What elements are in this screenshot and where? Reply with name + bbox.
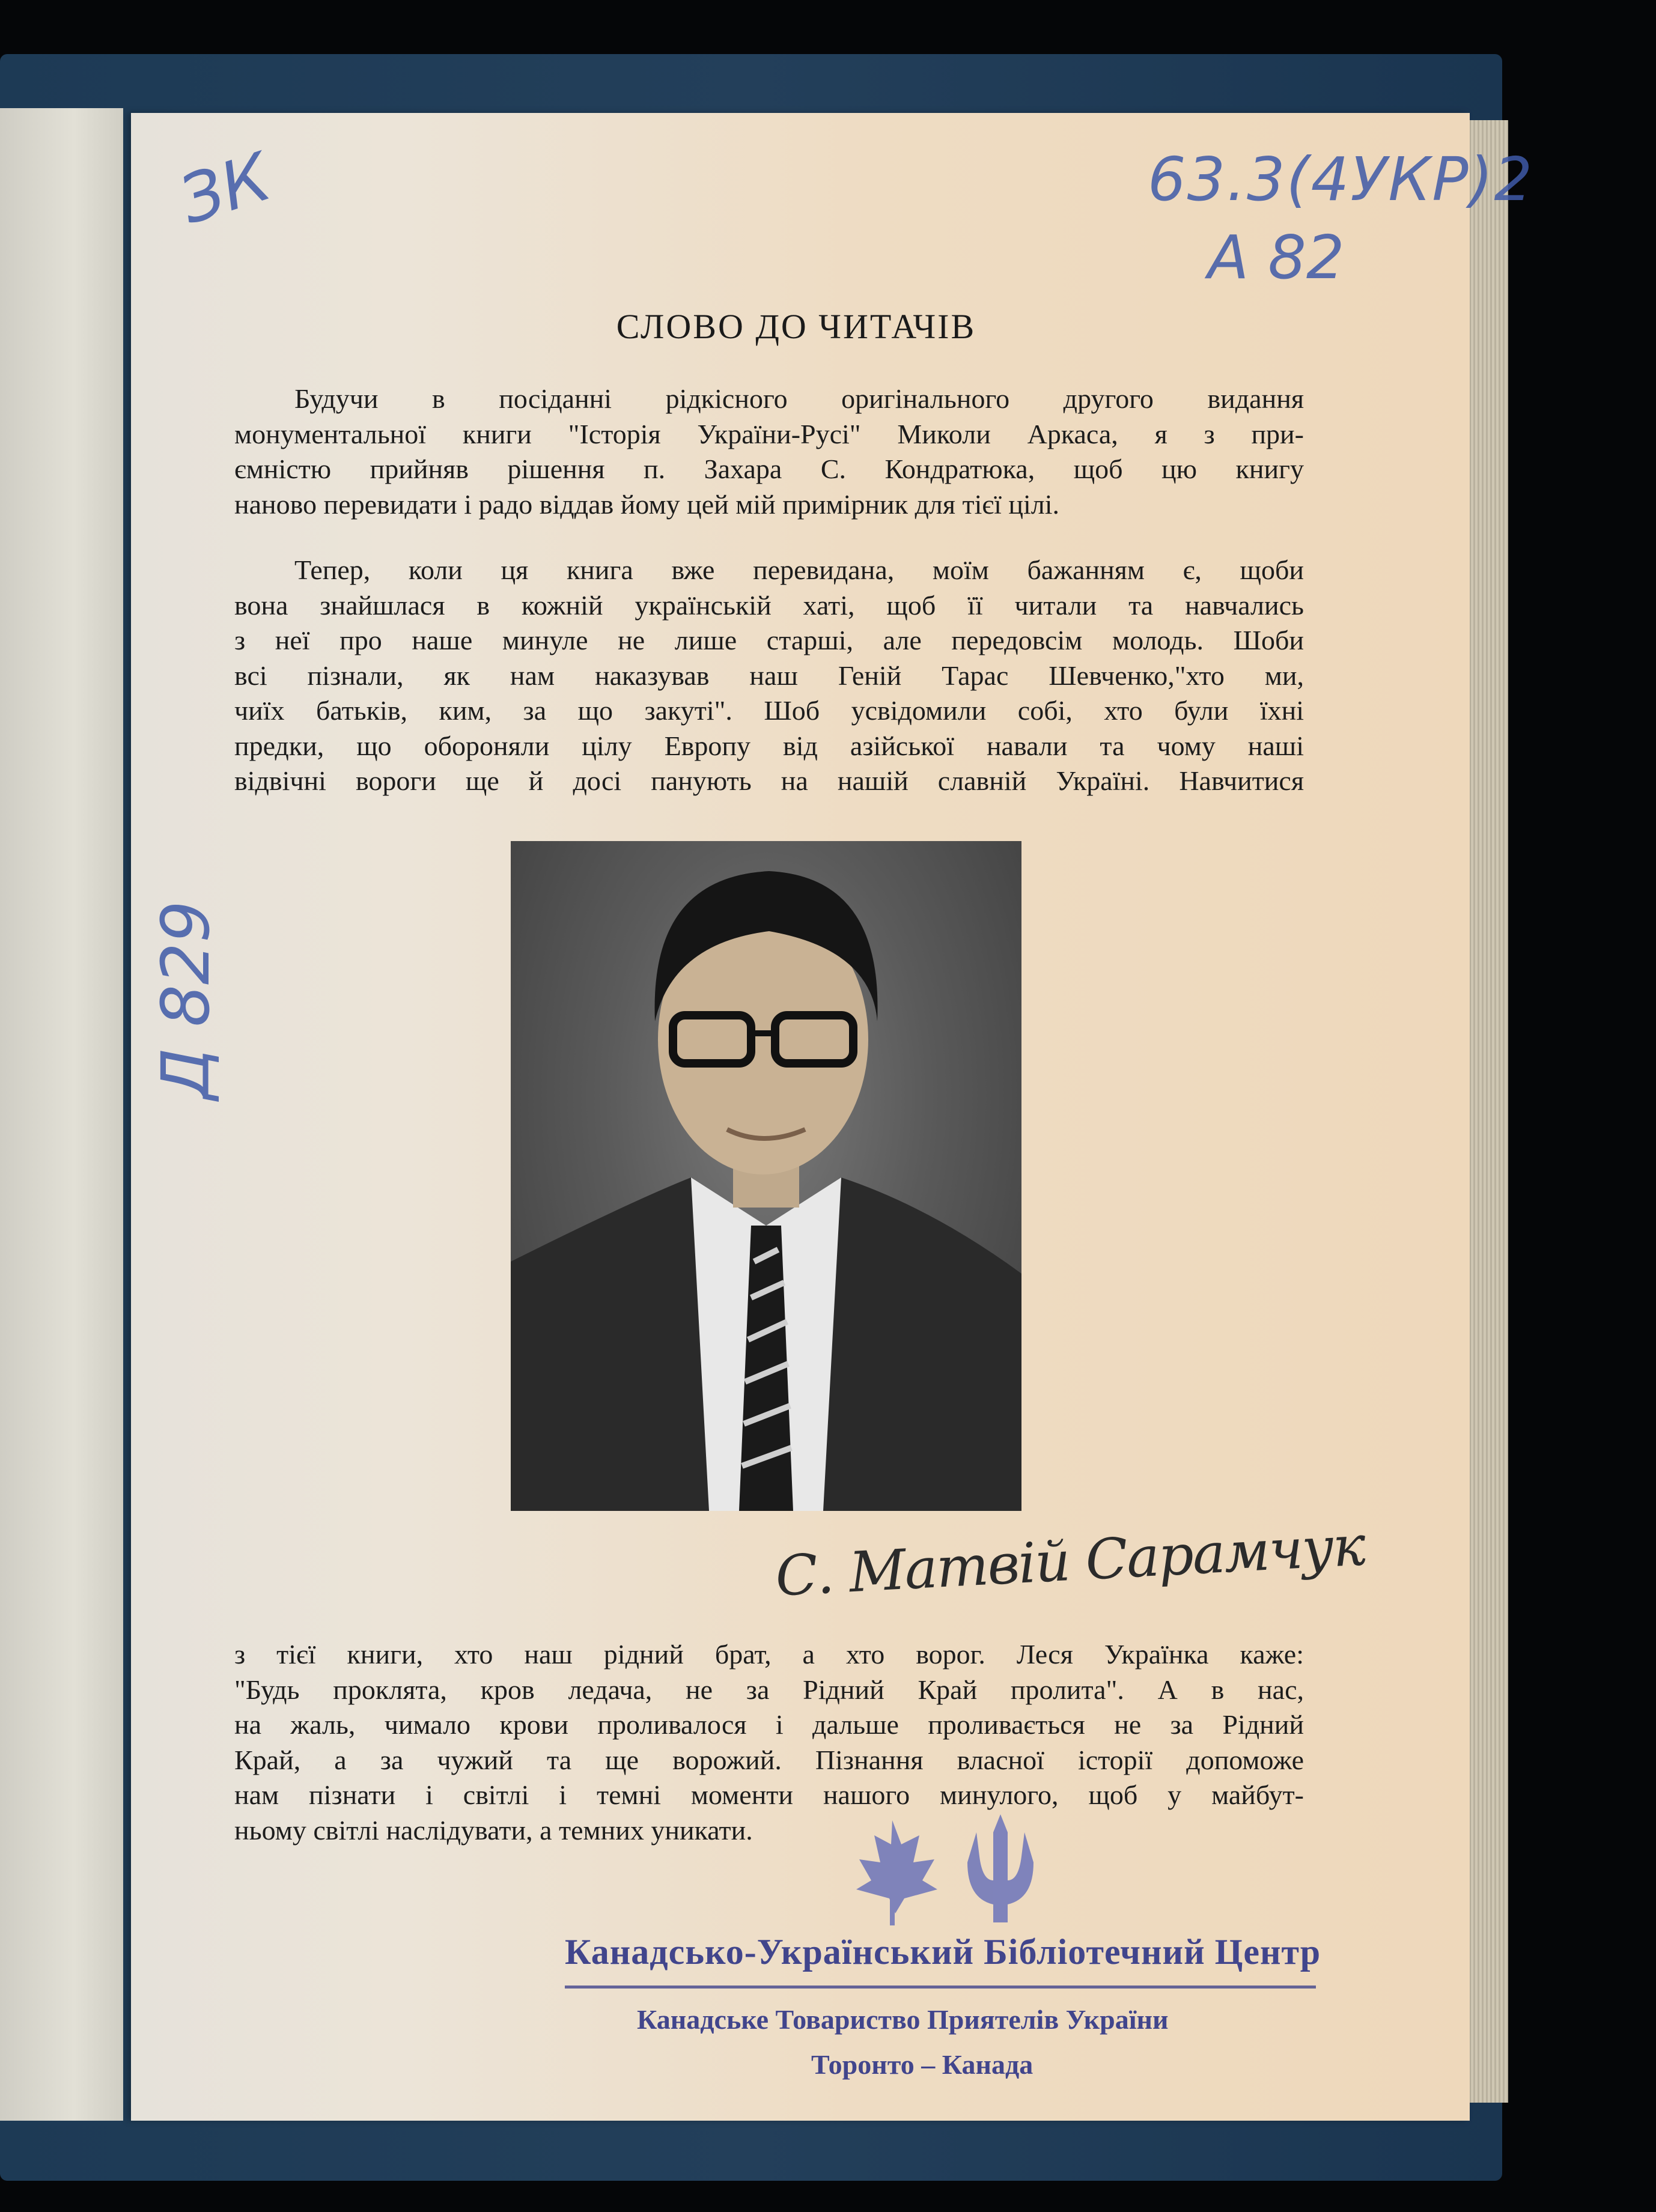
text-line: монументальної книги "Історія України-Русі" Миколи Аркаса, я з при-: [234, 418, 1304, 449]
text-line: всі пізнали, як нам наказував наш Геній Тарас Шевченко,"хто ми,: [234, 660, 1304, 691]
text-line: чиїх батьків, ким, за що закуті". Шоб усвідомили собі, хто були їхні: [234, 695, 1304, 726]
portrait-figure: [511, 841, 1021, 1511]
text-line: "Будь проклята, кров ледача, не за Рідний Край пролита". А в нас,: [234, 1674, 1304, 1705]
text-line: ємністю прийняв рішення п. Захара С. Кондратюка, щоб цю книгу: [234, 454, 1304, 484]
stamp-library-name: Канадсько-Український Бібліотечний Центр: [565, 1932, 1321, 1972]
handwritten-call-number: 63.3(4УКР)2: [1148, 144, 1534, 214]
stamp-location: Торонто – Канада: [811, 2049, 1033, 2080]
text-line: з неї про наше минуле не лише старші, але передовсім молодь. Шоби: [234, 625, 1304, 655]
paragraph-conclusion: [234, 1637, 1304, 1848]
handwritten-corner-mark: ЗК: [170, 138, 279, 239]
author-signature: С. Матвій Сарамчук: [773, 1513, 1366, 1609]
maple-leaf-trident-icon: [838, 1808, 1055, 1928]
handwritten-author-mark: А 82: [1208, 222, 1345, 293]
text-line: вона знайшлася в кожній українській хаті, щоб її читали та навчались: [234, 589, 1304, 621]
text-line: наново перевидати і радо віддав йому цей мій примірник для тієї цілі.: [234, 488, 1060, 520]
text-line: Будучи в посіданні рідкісного оригінального другого видання: [294, 383, 1304, 414]
paragraph-wish: [234, 553, 1304, 799]
text-line: Тепер, коли ця книга вже перевидана, моїм бажанням є, щоби: [294, 555, 1304, 585]
text-line: предки, що обороняли цілу Европу від азійської навали та чому наші: [234, 730, 1304, 761]
text-line: відвічні вороги ще й досі панують на нашій славній Україні. Навчитися: [234, 765, 1304, 796]
paragraph-intro: [234, 381, 1304, 522]
page-title: СЛОВО ДО ЧИТАЧІВ: [616, 307, 976, 346]
text-line: нам пізнати і світлі і темні моменти нашого минулого, щоб у майбут-: [234, 1779, 1304, 1810]
text-line: Край, а за чужий та ще ворожий. Пізнання власної історії допоможе: [234, 1744, 1304, 1775]
handwritten-accession-number: Д 829: [147, 901, 224, 1099]
portrait-photo: [511, 841, 1021, 1511]
text-line: на жаль, чимало крови проливалося і дальше проливається не за Рідний: [234, 1709, 1304, 1740]
text-line: з тієї книги, хто наш рідний брат, а хто ворог. Леся Українка каже:: [234, 1639, 1304, 1670]
stamp-society-name: Канадське Товариство Приятелів України: [637, 2004, 1169, 2035]
facing-page: [0, 108, 123, 2121]
text-line: ньому світлі наслідувати, а темних уникати.: [234, 1814, 753, 1846]
stamp-divider: [565, 1986, 1316, 1989]
